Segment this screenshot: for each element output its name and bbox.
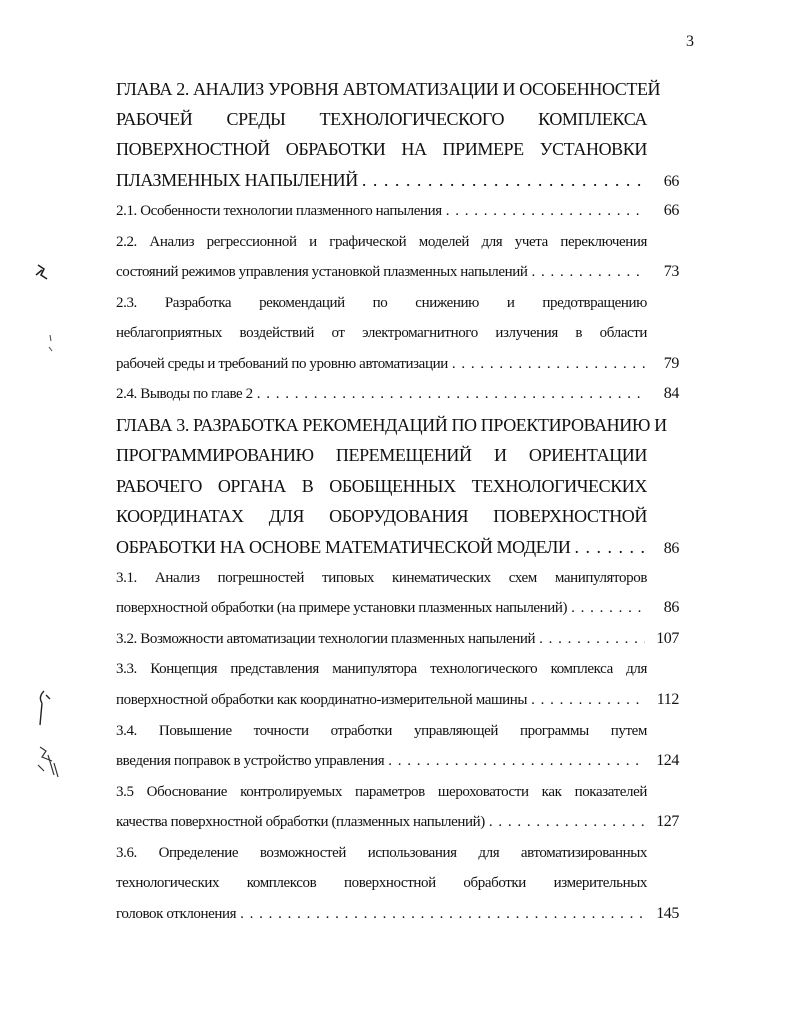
- leader-dots: [236, 899, 645, 929]
- toc-entry-text: поверхностной обработки как координатно-измерительной машины: [116, 692, 528, 708]
- leader-dots: [567, 593, 645, 623]
- toc-section-2-3-entry[interactable]: [116, 349, 679, 379]
- leader-dots: [358, 165, 645, 195]
- toc-section-3-4-line: 3.4. Повышение точности отработки управляющей программы путем: [116, 723, 647, 739]
- leader-dots: [384, 746, 645, 776]
- toc-section-3-5-line: 3.5 Обоснование контролируемых параметров шероховатости как показателей: [116, 784, 647, 800]
- toc-chapter3-line: РАБОЧЕГО ОРГАНА В ОБОБЩЕННЫХ ТЕХНОЛОГИЧЕСКИХ: [116, 476, 647, 496]
- toc-page-number: 86: [663, 540, 679, 557]
- toc-page-number: 84: [663, 385, 679, 402]
- toc-section-3-6-entry[interactable]: [116, 899, 679, 929]
- toc-section-3-5-entry[interactable]: [116, 807, 679, 837]
- toc-entry-text: состояний режимов управления установкой плазменных напылений: [116, 264, 528, 280]
- toc-section-2-2-line: 2.2. Анализ регрессионной и графической моделей для учета переключения: [116, 234, 647, 250]
- toc-entry-text: введения поправок в устройство управления: [116, 753, 385, 769]
- leader-dots: [485, 807, 645, 837]
- page-number: 3: [686, 33, 694, 50]
- leader-dots: [253, 379, 645, 409]
- toc-entry-text: головок отклонения: [116, 906, 237, 922]
- leader-dots: [527, 257, 645, 287]
- toc-section-2-2-entry[interactable]: [116, 257, 679, 287]
- toc-page-number: 66: [663, 202, 679, 219]
- toc-chapter2-entry[interactable]: [116, 165, 679, 195]
- toc-section-3-4-entry[interactable]: [116, 746, 679, 776]
- toc-entry-text: ПЛАЗМЕННЫХ НАПЫЛЕНИЙ: [116, 170, 358, 190]
- toc-chapter3-line: ПРОГРАММИРОВАНИЮ ПЕРЕМЕЩЕНИЙ И ОРИЕНТАЦИИ: [116, 445, 647, 465]
- toc-entry-text: 2.1. Особенности технологии плазменного напыления: [116, 203, 442, 219]
- toc-section-3-1-entry[interactable]: [116, 593, 679, 623]
- toc-page-number: 107: [656, 630, 679, 647]
- toc-page-number: 66: [663, 173, 679, 190]
- leader-dots: [448, 349, 645, 379]
- toc-section-3-6-line: технологических комплексов поверхностной обработки измерительных: [116, 875, 647, 891]
- toc-page-number: 86: [663, 599, 679, 616]
- toc-chapter2-line: ГЛАВА 2. АНАЛИЗ УРОВНЯ АВТОМАТИЗАЦИИ И ОСОБЕННОСТЕЙ: [116, 79, 661, 99]
- leader-dots: [442, 196, 645, 226]
- toc-section-2-4-entry[interactable]: [116, 379, 679, 409]
- toc-chapter2-line: РАБОЧЕЙ СРЕДЫ ТЕХНОЛОГИЧЕСКОГО КОМПЛЕКСА: [116, 109, 647, 129]
- scan-artifact-mark: [30, 685, 70, 795]
- toc-entry-text: поверхностной обработки (на примере установки плазменных напылений): [116, 600, 568, 616]
- toc-entry-text: качества поверхностной обработки (плазменных напылений): [116, 814, 485, 830]
- toc-section-2-1-entry[interactable]: [116, 196, 679, 226]
- toc-section-3-1-line: 3.1. Анализ погрешностей типовых кинематических схем манипуляторов: [116, 570, 647, 586]
- toc-entry-text: ОБРАБОТКИ НА ОСНОВЕ МАТЕМАТИЧЕСКОЙ МОДЕЛИ: [116, 537, 571, 557]
- toc-section-3-6-line: 3.6. Определение возможностей использования для автоматизированных: [116, 845, 647, 861]
- leader-dots: [571, 532, 645, 562]
- toc-chapter3-line: ГЛАВА 3. РАЗРАБОТКА РЕКОМЕНДАЦИЙ ПО ПРОЕКТИРОВАНИЮ И: [116, 415, 667, 435]
- toc-page-number: 112: [656, 691, 679, 708]
- toc-page-number: 127: [656, 813, 679, 830]
- toc-section-2-3-line: 2.3. Разработка рекомендаций по снижению и предотвращению: [116, 295, 647, 311]
- toc-page-number: 124: [656, 752, 679, 769]
- leader-dots: [527, 685, 645, 715]
- toc-page-number: 79: [663, 355, 679, 372]
- toc-section-3-2-entry[interactable]: [116, 624, 679, 654]
- leader-dots: [535, 624, 645, 654]
- toc-section-2-3-line: неблагоприятных воздействий от электромагнитного излучения в области: [116, 325, 647, 341]
- toc-chapter2-line: ПОВЕРХНОСТНОЙ ОБРАБОТКИ НА ПРИМЕРЕ УСТАНОВКИ: [116, 139, 647, 159]
- toc-entry-text: 2.4. Выводы по главе 2: [116, 386, 253, 402]
- toc-section-3-3-entry[interactable]: [116, 685, 679, 715]
- toc-section-3-3-line: 3.3. Концепция представления манипулятора технологического комплекса для: [116, 661, 647, 677]
- toc-page-number: 73: [663, 263, 679, 280]
- toc-entry-text: рабочей среды и требований по уровню автоматизации: [116, 356, 448, 372]
- toc-page-number: 145: [656, 905, 679, 922]
- scan-artifact-mark: [30, 255, 60, 375]
- toc-entry-text: 3.2. Возможности автоматизации технологии плазменных напылений: [116, 631, 536, 647]
- toc-chapter3-line: КООРДИНАТАХ ДЛЯ ОБОРУДОВАНИЯ ПОВЕРХНОСТНОЙ: [116, 506, 647, 526]
- toc-chapter3-entry[interactable]: [116, 532, 679, 562]
